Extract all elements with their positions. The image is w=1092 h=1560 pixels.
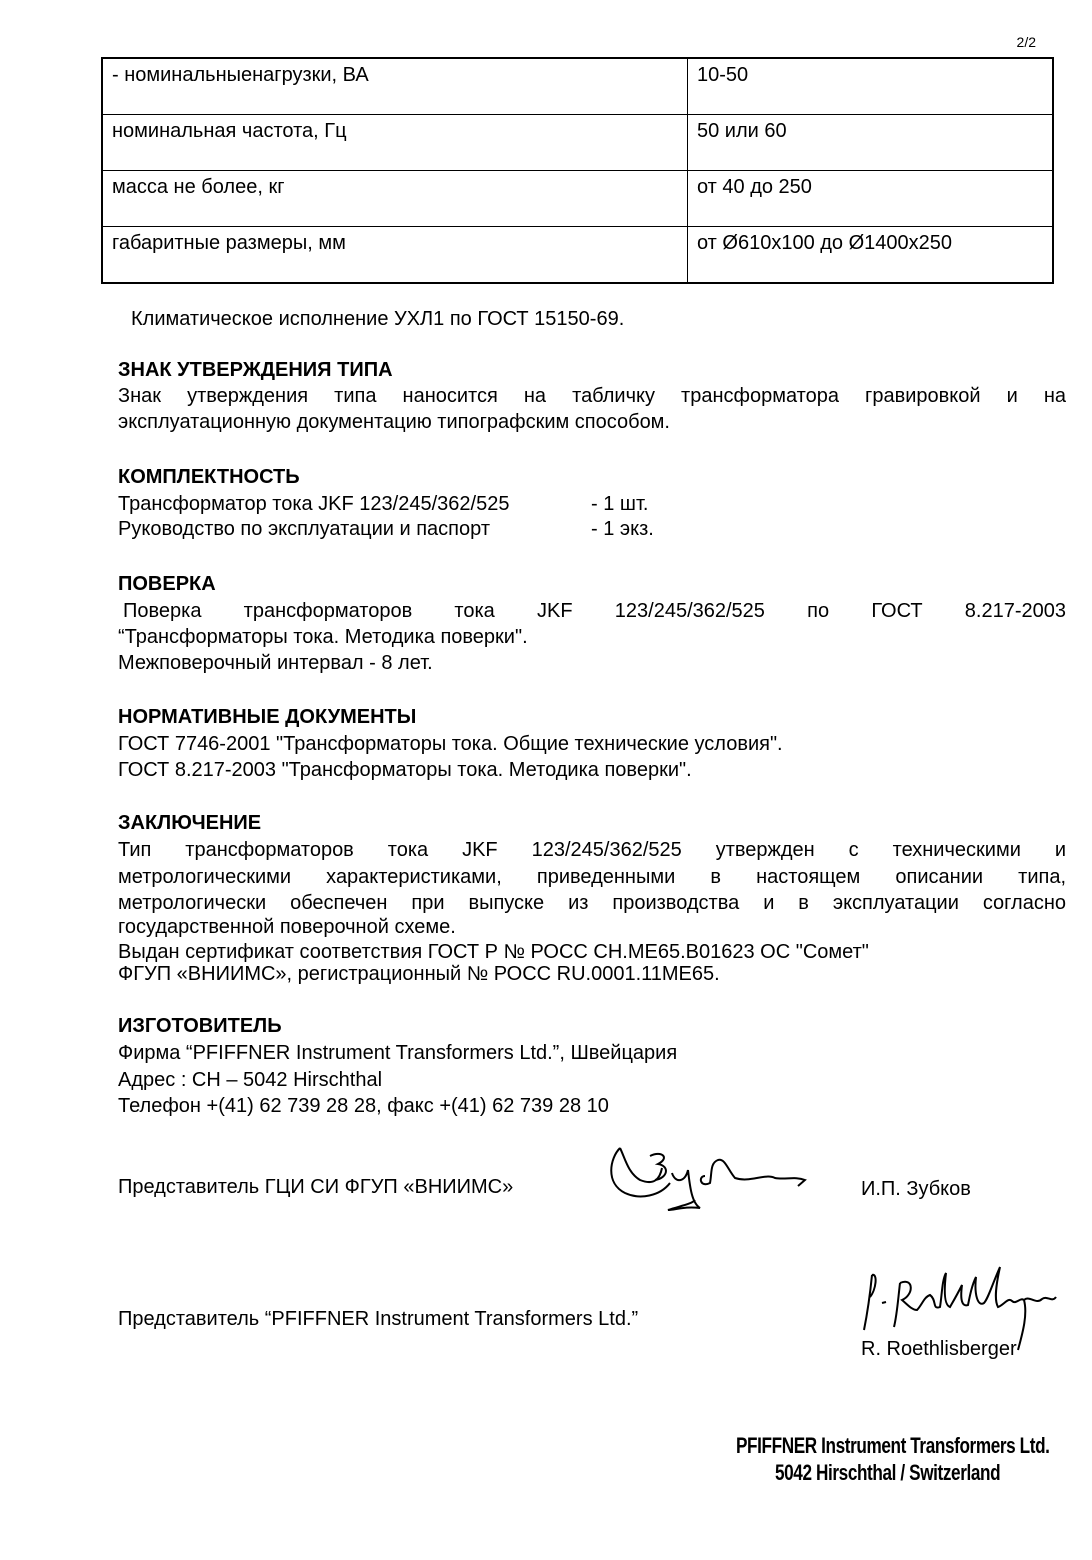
- normative-line: ГОСТ 8.217-2003 "Трансформаторы тока. Методика поверки".: [118, 759, 692, 781]
- pfiffner-representative-label: Представитель “PFIFFNER Instrument Transformers Ltd.”: [118, 1308, 639, 1330]
- vniims-representative-name: И.П. Зубков: [861, 1178, 971, 1200]
- value-cell: 10-50: [688, 58, 1054, 115]
- normative-line: ГОСТ 7746-2001 "Трансформаторы тока. Общие технические условия".: [118, 733, 783, 755]
- value-cell: от 40 до 250: [688, 171, 1054, 227]
- certificate-line: Выдан сертификат соответствия ГОСТ Р № РОСС CH.ME65.B01623 ОС "Сомет": [118, 941, 869, 963]
- param-cell: габаритные размеры, мм: [102, 227, 688, 284]
- manufacturer-phone: Телефон +(41) 62 739 28 28, факс +(41) 62 739 28 10: [118, 1095, 609, 1117]
- page-number: 2/2: [1016, 34, 1036, 50]
- type-mark-line: Знак утверждения типа наносится на табличку трансформатора гравировкой и на: [118, 385, 1066, 407]
- section-heading-type-mark: ЗНАК УТВЕРЖДЕНИЯ ТИПА: [118, 359, 393, 381]
- manufacturer-line: Фирма “PFIFFNER Instrument Transformers Ltd.”, Швейцария: [118, 1042, 678, 1064]
- completeness-item-qty: - 1 экз.: [591, 518, 654, 540]
- param-cell: масса не более, кг: [102, 171, 688, 227]
- conclusion-line: метрологически обеспечен при выпуске из производства и в эксплуатации согласно: [118, 892, 1066, 914]
- verification-line: Межповерочный интервал - 8 лет.: [118, 652, 433, 674]
- conclusion-line: Тип трансформаторов тока JKF 123/245/362/525 утвержден с техническими и: [118, 839, 1066, 861]
- table-row: [102, 58, 1053, 115]
- completeness-item-name: Трансформатор тока JKF 123/245/362/525: [118, 493, 510, 515]
- pfiffner-representative-name: R. Roethlisberger: [861, 1338, 1017, 1360]
- verification-line: “Трансформаторы тока. Методика поверки".: [118, 626, 528, 648]
- section-heading-conclusion: ЗАКЛЮЧЕНИЕ: [118, 812, 262, 834]
- value-cell: от Ø610x100 до Ø1400x250: [688, 227, 1054, 284]
- table-row: [102, 227, 1053, 284]
- spec-table: [101, 57, 1054, 284]
- vniims-representative-label: Представитель ГЦИ СИ ФГУП «ВНИИМС»: [118, 1176, 514, 1198]
- signature-zubkov-icon: [600, 1138, 830, 1218]
- table-row: [102, 115, 1053, 171]
- completeness-item-qty: - 1 шт.: [591, 493, 649, 515]
- section-heading-manufacturer: ИЗГОТОВИТЕЛЬ: [118, 1015, 282, 1037]
- manufacturer-address: Адрес : CH – 5042 Hirschthal: [118, 1069, 383, 1091]
- conclusion-line: метрологическими характеристиками, приведенными в настоящем описании типа,: [118, 866, 1066, 888]
- param-cell: - номинальныенагрузки, ВА: [102, 58, 688, 115]
- company-stamp-line2: 5042 Hirschthal / Switzerland: [775, 1460, 1001, 1485]
- value-cell: 50 или 60: [688, 115, 1054, 171]
- param-cell: номинальная частота, Гц: [102, 115, 688, 171]
- table-row: [102, 171, 1053, 227]
- conclusion-line: государственной поверочной схеме.: [118, 916, 456, 938]
- verification-line: Поверка трансформаторов тока JKF 123/245/362/525 по ГОСТ 8.217-2003: [123, 600, 1066, 622]
- completeness-item-name: Руководство по эксплуатации и паспорт: [118, 518, 490, 540]
- section-heading-verification: ПОВЕРКА: [118, 573, 216, 595]
- type-mark-line: эксплуатационную документацию типографским способом.: [118, 411, 670, 433]
- section-heading-completeness: КОМПЛЕКТНОСТЬ: [118, 466, 300, 488]
- section-heading-normative: НОРМАТИВНЫЕ ДОКУМЕНТЫ: [118, 706, 417, 728]
- registration-line: ФГУП «ВНИИМС», регистрационный № РОСС RU.0001.11ME65.: [118, 963, 720, 985]
- company-stamp-line1: PFIFFNER Instrument Transformers Ltd.: [736, 1433, 1050, 1458]
- climate-note: Климатическое исполнение УХЛ1 по ГОСТ 15150-69.: [131, 308, 625, 330]
